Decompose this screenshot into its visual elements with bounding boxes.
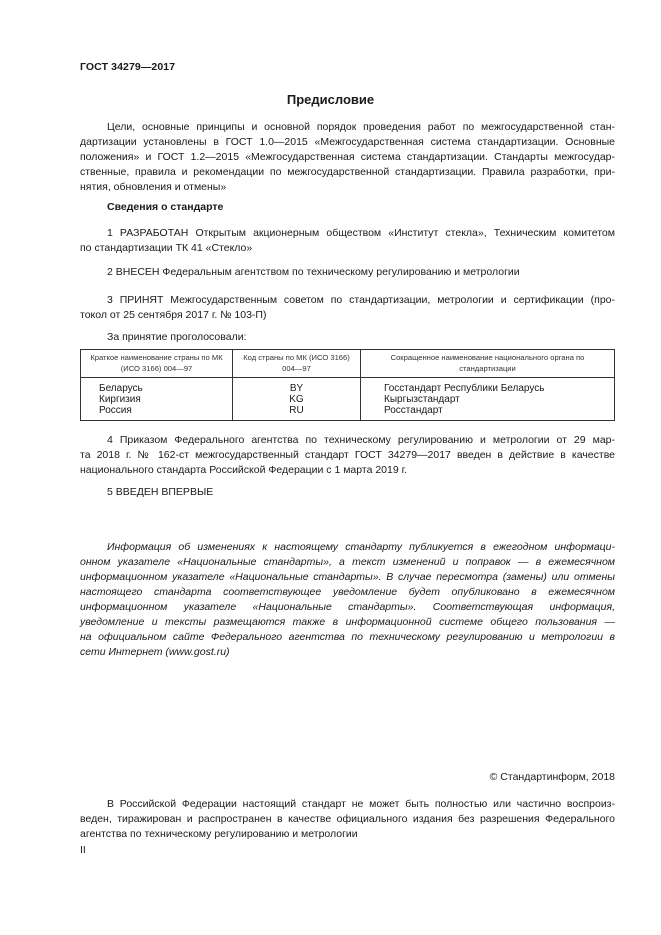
footer-line: веден, тиражирован и распространен в качестве официального издания без разрешения Федерального (80, 813, 615, 825)
item-3-line: 3 ПРИНЯТ Межгосударственным советом по стандартизации, метрологии и сертификации (про- (107, 294, 615, 306)
intro-line: нятия, обновления и отмены» (80, 181, 227, 193)
item-2-paragraph: 2 ВНЕСЕН Федеральным агентством по техническому регулированию и метрологии (107, 266, 520, 278)
info-line: Информация об изменениях к настоящему стандарту публикуется в ежегодном информаци- (107, 541, 615, 553)
intro-line: положения» и ГОСТ 1.2—2015 «Межгосударственная система стандартизации. Стандарты межгосудар- (80, 151, 615, 163)
footer-line: агентства по техническому регулированию и метрологии (80, 828, 358, 840)
country-cell: Киргизия (81, 394, 233, 405)
column-header-body: Сокращенное наименование национального органа по стандартизации (361, 350, 615, 378)
body-cell: Госстандарт Республики Беларусь (361, 378, 615, 395)
voting-states-table (80, 349, 615, 421)
intro-paragraph (80, 120, 615, 195)
document-code: ГОСТ 34279—2017 (80, 61, 176, 73)
item-1-paragraph (80, 226, 615, 256)
country-cell: Россия (81, 405, 233, 421)
code-cell: RU (233, 405, 361, 421)
item-1-line: 1 РАЗРАБОТАН Открытым акционерным обществом «Институт стекла», Техническим комитетом (107, 227, 615, 239)
intro-line: Цели, основные принципы и основной порядок проведения работ по межгосударственной стан- (107, 121, 615, 133)
body-cell: Росстандарт (361, 405, 615, 421)
info-line: онном указателе «Национальные стандарты», а текст изменений и поправок — в ежемесячном (80, 556, 615, 568)
table-row (81, 378, 615, 395)
info-line: сети Интернет (www.gost.ru) (80, 646, 230, 658)
column-header-country: Краткое наименование страны по МК (ИСО 3166) 004—97 (81, 350, 233, 378)
info-line: уведомление и тексты размещаются также в информационной системе общего пользования — (80, 616, 615, 628)
info-line: настоящего стандарта соответствующее уведомление будет опубликовано в ежемесячном (80, 586, 615, 598)
code-cell: BY (233, 378, 361, 395)
item-5-paragraph: 5 ВВЕДЕН ВПЕРВЫЕ (107, 486, 214, 498)
footer-line: В Российской Федерации настоящий стандарт не может быть полностью или частично воспроиз- (107, 798, 615, 810)
body-cell: Кыргызстандарт (361, 394, 615, 405)
code-cell: KG (233, 394, 361, 405)
table-header-row (81, 350, 615, 378)
reproduction-notice (80, 797, 615, 842)
intro-line: ственные, правила и рекомендации по межгосударственной стандартизации. Правила разработки, при- (80, 166, 615, 178)
info-line: на официальном сайте Федерального агентства по техническому регулированию и метрологии в (80, 631, 615, 643)
item-4-paragraph (80, 433, 615, 478)
column-header-code: Код страны по МК (ИСО 3166) 004—97 (233, 350, 361, 378)
table-row (81, 405, 615, 421)
page-number: II (80, 844, 86, 856)
table-row (81, 394, 615, 405)
country-cell: Беларусь (81, 378, 233, 395)
page-title: Предисловие (286, 92, 375, 107)
item-4-line: 4 Приказом Федерального агентства по техническому регулированию и метрологии от 29 мар- (107, 434, 615, 446)
item-3-paragraph (80, 293, 615, 323)
info-line: информационном указателе «Национальные стандарты». В случае пересмотра (замены) или отмены (80, 571, 615, 583)
item-4-line: национального стандарта Российской Федерации с 1 марта 2019 г. (80, 464, 408, 476)
about-standard-heading: Сведения о стандарте (107, 201, 224, 213)
copyright-notice: © Стандартинформ, 2018 (489, 771, 615, 783)
changes-info-paragraph (80, 540, 615, 660)
item-4-line: та 2018 г. № 162-ст межгосударственный стандарт ГОСТ 34279—2017 введен в действие в качестве (80, 449, 615, 461)
voted-label: За принятие проголосовали: (107, 331, 247, 343)
item-1-line: по стандартизации ТК 41 «Стекло» (80, 242, 253, 254)
intro-line: дартизации установлены в ГОСТ 1.0—2015 «Межгосударственная система стандартизации. Основные (80, 136, 615, 148)
item-3-line: токол от 25 сентября 2017 г. № 103-П) (80, 309, 267, 321)
info-line: информационном указателе «Национальные стандарты». Соответствующая информация, (80, 601, 615, 613)
